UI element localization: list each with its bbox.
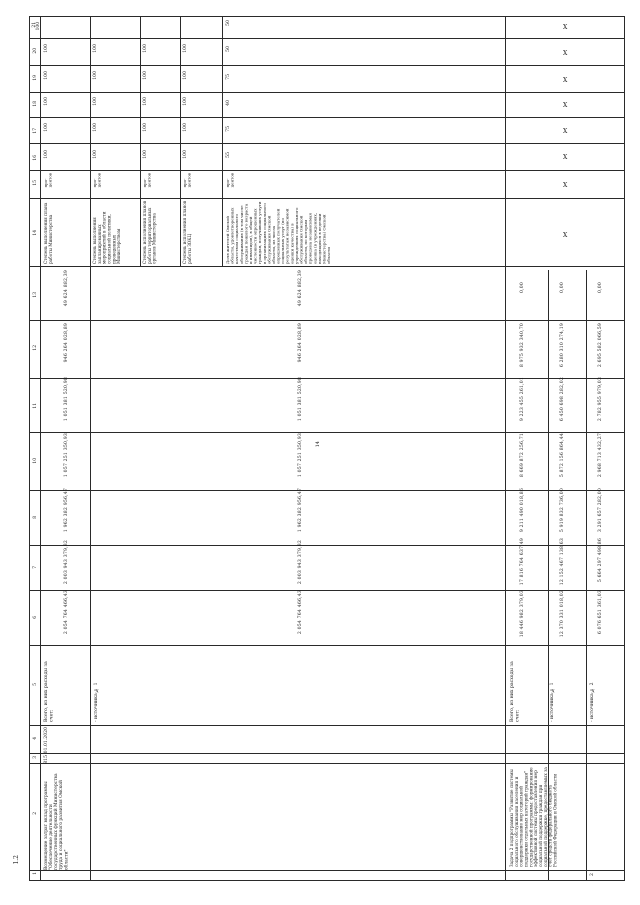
task2-x-18: X xyxy=(563,102,568,109)
col-sep-2 xyxy=(29,870,625,871)
hdr-2: 2 xyxy=(33,812,38,815)
program-src1-v12: 946 264 028,89 xyxy=(298,323,303,363)
task2-number: 2 xyxy=(590,873,595,876)
indicator-5-v18: 40 xyxy=(226,100,231,106)
hdr-11: 11 xyxy=(33,403,38,409)
hdr-6: 6 xyxy=(33,616,38,619)
col-sep-19 xyxy=(29,92,625,93)
task2-x-16: X xyxy=(563,154,568,161)
col-sep-11 xyxy=(29,432,625,433)
indicator-3-v18: 100 xyxy=(143,97,148,106)
indicator-2-v20: 100 xyxy=(93,44,98,53)
task2-source-total: Всего, из них расходы за счет: xyxy=(510,661,521,722)
task2-x-14: X xyxy=(563,232,568,239)
program-name: Возмещение затрат вклад программы "Обеспечение деятельности государственных функций Министерства труда и социального развития Омской области" xyxy=(44,773,70,870)
col-sep-3 xyxy=(29,763,625,764)
indicator-1-unit: про- центов xyxy=(43,173,53,188)
task2-total-v7: 17 816 764 637,49 xyxy=(520,538,525,586)
row-sep-2 xyxy=(140,16,141,266)
program-v8: 1 962 382 956,47 xyxy=(64,488,69,533)
hdr-10: 10 xyxy=(33,458,38,464)
task2-src1-v7: 12 152 467 138,63 xyxy=(560,538,565,586)
indicator-1-v19: 100 xyxy=(44,71,49,80)
indicator-4-text: Степень исполнения планов работы ЗОКЦ xyxy=(182,200,192,264)
indicator-2-v18: 100 xyxy=(93,97,98,106)
program-v11: 1 051 381 520,98 xyxy=(64,377,69,422)
indicator-4-v19: 100 xyxy=(183,71,188,80)
program-v7: 2 003 943 379,82 xyxy=(64,540,69,585)
task2-src1-v13: 0,00 xyxy=(560,282,565,294)
indicator-2-v16: 100 xyxy=(93,150,98,159)
row-sep-7 xyxy=(586,270,587,881)
task2-x-20: X xyxy=(563,50,568,57)
program-code: 815 xyxy=(44,755,49,764)
col-sep-10 xyxy=(29,490,625,491)
indicator-5-v16: 55 xyxy=(226,152,231,158)
task2-src1-v12: 6 280 310 274,19 xyxy=(560,323,565,368)
indicator-5-text: Доля жителей Омской области, удовлетворенных качеством социального обслуживания (в том числе граждан пожилого возраста и инвалидов), в общей численности опрошенных граждан, получивших услуги в организациях социального обслуживания Омской области, из числа опрошенных получателей социальных услуг (по результатам независимой оценки качества) в учреждениях социального обслуживания Омской области, по которым проведена независимая оценка (в учреждениях, находящихся в ведении Министерства) Омской области xyxy=(225,201,332,264)
frame-right xyxy=(624,16,625,881)
program-v6: 2 054 764 466,43 xyxy=(64,590,69,635)
hdr-17: 17 xyxy=(33,128,38,134)
indicator-5-v17: 75 xyxy=(226,126,231,132)
row-sep-5 xyxy=(505,16,506,881)
hdr-5: 5 xyxy=(33,683,38,686)
indicator-4-v17: 100 xyxy=(183,123,188,132)
col-sep-18 xyxy=(29,117,625,118)
indicator-5-v21: 50 xyxy=(226,20,231,26)
indicator-2-text: Степень выполнения запланированных мероприятий в области социальной политики, проведенных Министерством xyxy=(92,211,122,264)
indicator-1-v20: 100 xyxy=(44,44,49,53)
task2-src2-v7: 5 664 297 498,86 xyxy=(598,538,603,583)
program-source-1: - источника № 1 xyxy=(94,682,99,722)
indicator-5-unit: про- центов xyxy=(225,173,235,188)
indicator-4-v18: 100 xyxy=(183,97,188,106)
frame-bottom xyxy=(29,880,625,881)
indicator-2-v19: 100 xyxy=(93,71,98,80)
program-src1-v11: 1 051 381 520,98 xyxy=(298,377,303,422)
indicator-3-v19: 100 xyxy=(143,71,148,80)
indicator-2-v17: 100 xyxy=(93,123,98,132)
program-v13: 49 624 882,39 xyxy=(64,270,69,307)
hdr-14: 14 xyxy=(33,230,38,236)
hdr-16: 16 xyxy=(33,155,38,161)
col-sep-5 xyxy=(29,725,625,726)
header-divider xyxy=(40,16,41,881)
row-sep-1 xyxy=(90,16,91,881)
hdr-21: 21 xyxy=(32,22,37,28)
col-sep-21 xyxy=(29,38,625,39)
hdr-19: 19 xyxy=(33,75,38,81)
task2-total-v10: 8 669 872 256,71 xyxy=(520,433,525,478)
task2-src2-v6: 6 076 651 361,03 xyxy=(598,590,603,635)
indicator-4-v20: 100 xyxy=(183,44,188,53)
task2-x-21: X xyxy=(563,24,568,31)
program-src1-v8: 1 962 382 956,47 xyxy=(298,488,303,533)
task2-x-15: X xyxy=(563,182,568,189)
task2-total-v6: 18 446 982 379,03 xyxy=(520,590,525,638)
program-src1-v13: 49 624 882,39 xyxy=(298,270,303,307)
indicator-5-v19: 75 xyxy=(226,74,231,80)
task2-src1-v8: 5 919 832 736,00 xyxy=(560,488,565,533)
hdr-4: 4 xyxy=(33,737,38,740)
indicator-3-v17: 100 xyxy=(143,123,148,132)
task2-total-v11: 9 223 455 261,01 xyxy=(520,377,525,422)
task2-src2-v10: 2 968 713 432,27 xyxy=(598,433,603,478)
hdr-18: 18 xyxy=(33,101,38,107)
col-sep-8 xyxy=(29,545,625,546)
task2-src2-v8: 3 291 657 282,00 xyxy=(598,488,603,533)
program-src1-v7: 2 003 943 379,82 xyxy=(298,540,303,585)
program-v12: 946 264 028,89 xyxy=(64,323,69,363)
task2-total-v12: 8 975 932 340,70 xyxy=(520,323,525,368)
hdr-8: 8 xyxy=(33,516,38,519)
program-v10: 1 057 251 350,93 xyxy=(64,433,69,478)
task2-total-v8: 9 211 490 018,86 xyxy=(520,488,525,533)
row-sep-4 xyxy=(222,16,223,266)
hdr-3: 3 xyxy=(33,756,38,759)
hdr-7: 7 xyxy=(33,566,38,569)
indicator-3-v20: 100 xyxy=(143,44,148,53)
task2-src2-v13: 0,00 xyxy=(598,282,603,294)
col-sep-15 xyxy=(29,198,625,199)
program-source-total: Всего, из них расходы за счет: xyxy=(44,661,55,722)
hdr-1: 1 xyxy=(33,872,38,875)
col-sep-20 xyxy=(29,65,625,66)
indicator-3-v16: 100 xyxy=(143,150,148,159)
col-sep-4 xyxy=(29,753,625,754)
task2-source-2: - источника № 2 xyxy=(590,682,595,722)
indicator-1-text: Степень выполнения плана работы Министерства xyxy=(43,202,53,264)
indicator-1-v17: 100 xyxy=(44,123,49,132)
hdr-12: 12 xyxy=(33,345,38,351)
indicator-4-v16: 100 xyxy=(183,150,188,159)
task2-x-19: X xyxy=(563,77,568,84)
indicator-1-v18: 100 xyxy=(44,97,49,106)
indicator-3-unit: про- центов xyxy=(142,173,152,188)
indicator-1-v16: 100 xyxy=(44,150,49,159)
hdr-15: 15 xyxy=(33,180,38,186)
task2-x-17: X xyxy=(563,128,568,135)
hdr-20: 20 xyxy=(33,48,38,54)
row-sep-3 xyxy=(180,16,181,266)
indicator-3-text: Степень исполнения планов работы территориальных органов Министерства xyxy=(142,200,157,264)
col-sep-17 xyxy=(29,143,625,144)
col-sep-16 xyxy=(29,170,625,171)
task2-source-1: - источника № 1 xyxy=(550,682,555,722)
task2-total-v13: 0,00 xyxy=(520,282,525,294)
program-src1-v10: 1 057 251 350,93 xyxy=(298,433,303,478)
task2-src2-v11: 2 782 955 979,03 xyxy=(598,377,603,422)
col-sep-13 xyxy=(29,320,625,321)
col-sep-7 xyxy=(29,590,625,591)
hdr-13: 13 xyxy=(33,292,38,298)
col-sep-14 xyxy=(29,266,625,267)
task2-src2-v12: 2 695 582 066,59 xyxy=(598,323,603,368)
task2-name: Задача 2 подпрограммы "Развитие системы социального обслуживания населения и совершенствование мер социальной поддержки отдельных категорий граждан" государственной программы: формирование эффективной системы предоставления мер социальной поддержки граждан при социальной поддержке, предоставляемых за счет средств федерального бюджета Российской Федерации и Омской области xyxy=(509,767,558,867)
col-sep-6 xyxy=(29,645,625,646)
program-src1-v6: 2 054 764 466,43 xyxy=(298,590,303,635)
page-number: 14 xyxy=(315,441,321,448)
task2-src1-v10: 5 872 156 864,44 xyxy=(560,433,565,478)
row-marker: 1.2 xyxy=(13,855,20,865)
indicator-5-v20: 50 xyxy=(226,46,231,52)
task2-src1-v11: 6 450 698 282,02 xyxy=(560,377,565,422)
program-date: 01.01.2020 xyxy=(44,727,49,754)
indicator-4-unit: про- центов xyxy=(182,173,192,188)
frame-top xyxy=(29,16,625,17)
frame-left xyxy=(29,16,30,881)
task2-src1-v6: 12 370 331 018,02 xyxy=(560,590,565,638)
hdr-21-val: 100 xyxy=(36,22,41,31)
indicator-2-unit: про- центов xyxy=(92,173,102,188)
col-sep-12 xyxy=(29,378,625,379)
